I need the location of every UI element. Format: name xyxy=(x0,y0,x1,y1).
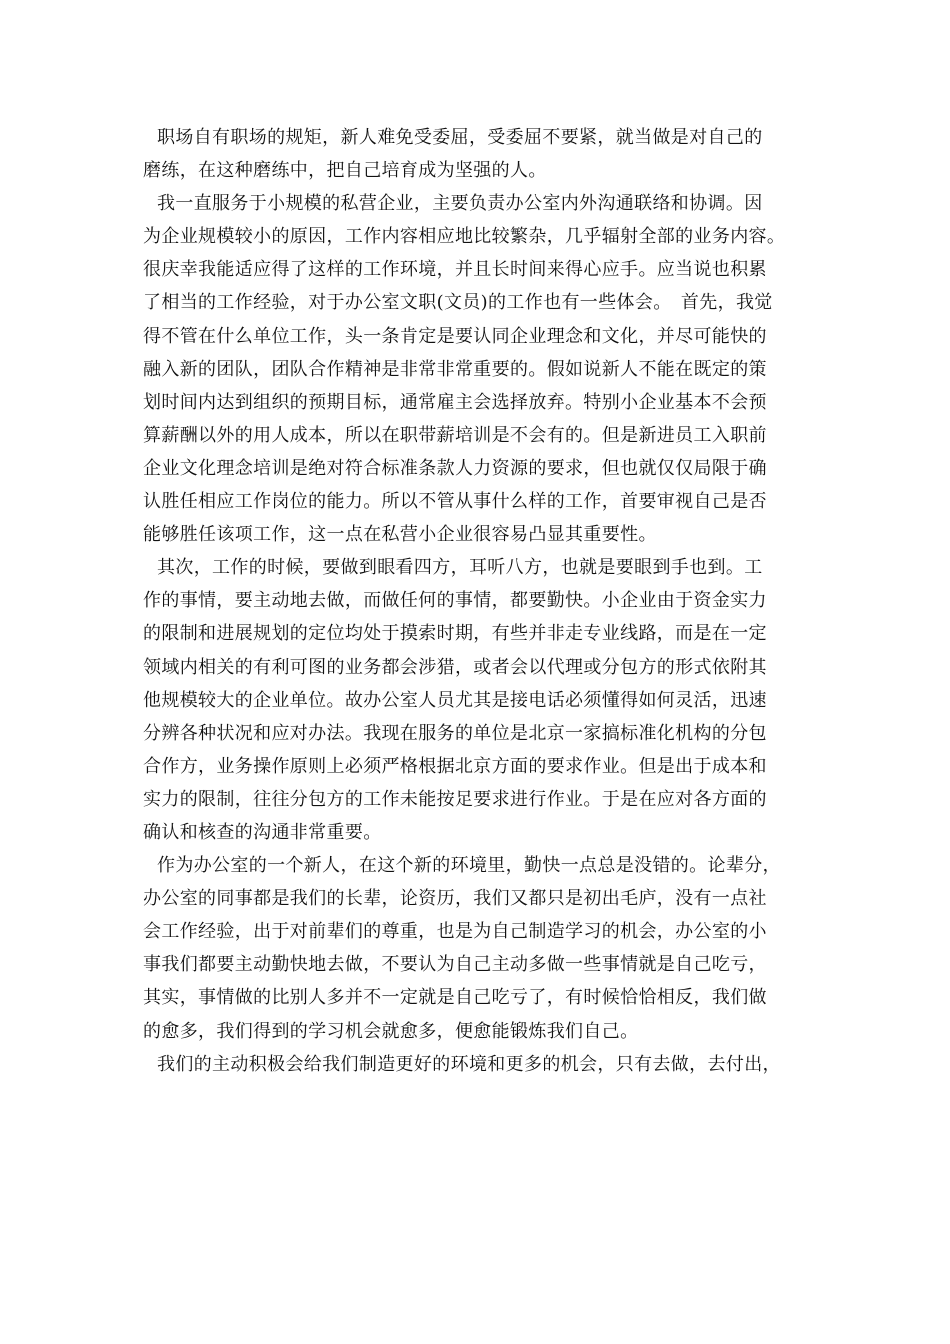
text-line: 了相当的工作经验，对于办公室文职(文员)的工作也有一些体会。 首先，我觉 xyxy=(143,292,773,314)
text-line: 很庆幸我能适应得了这样的工作环境，并且长时间来得心应手。应当说也积累 xyxy=(143,259,767,281)
text-line: 的愈多，我们得到的学习机会就愈多，便愈能锻炼我们自己。 xyxy=(143,1020,639,1042)
text-line: 其实，事情做的比别人多并不一定就是自己吃亏了，有时候恰恰相反，我们做 xyxy=(143,987,767,1009)
text-line: 作为办公室的一个新人，在这个新的环境里，勤快一点总是没错的。论辈分， xyxy=(157,855,781,877)
text-line: 企业文化理念培训是绝对符合标准条款人力资源的要求，但也就仅仅局限于确 xyxy=(143,457,767,479)
text-line: 确认和核查的沟通非常重要。 xyxy=(143,821,382,843)
body-text xyxy=(143,121,823,1081)
text-line: 我们的主动积极会给我们制造更好的环境和更多的机会，只有去做，去付出， xyxy=(157,1053,781,1075)
text-line: 磨练，在这种磨练中，把自己培育成为坚强的人。 xyxy=(143,160,547,182)
text-line: 融入新的团队，团队合作精神是非常非常重要的。假如说新人不能在既定的策 xyxy=(143,358,767,380)
text-line: 算薪酬以外的用人成本，所以在职带薪培训是不会有的。但是新进员工入职前 xyxy=(143,424,767,446)
text-line: 事我们都要主动勤快地去做，不要认为自己主动多做一些事情就是自己吃亏， xyxy=(143,954,767,976)
text-line: 认胜任相应工作岗位的能力。所以不管从事什么样的工作，首要审视自己是否 xyxy=(143,491,767,513)
text-line: 职场自有职场的规矩，新人难免受委屈，受委屈不要紧，就当做是对自己的 xyxy=(157,127,763,148)
text-line: 办公室的同事都是我们的长辈，论资历，我们又都只是初出毛庐，没有一点社 xyxy=(143,888,767,910)
text-line: 分辨各种状况和应对办法。我现在服务的单位是北京一家搞标准化机构的分包 xyxy=(143,722,767,744)
text-line: 他规模较大的企业单位。故办公室人员尤其是接电话必须懂得如何灵活，迅速 xyxy=(143,689,767,711)
text-line: 我一直服务于小规模的私营企业，主要负责办公室内外沟通联络和协调。因 xyxy=(157,193,763,215)
text-line: 实力的限制，往往分包方的工作未能按足要求进行作业。于是在应对各方面的 xyxy=(143,788,767,810)
text-line: 领域内相关的有利可图的业务都会涉猎，或者会以代理或分包方的形式依附其 xyxy=(143,656,767,678)
text-line: 划时间内达到组织的预期目标，通常雇主会选择放弃。特别小企业基本不会预 xyxy=(143,391,767,413)
text-line: 作的事情，要主动地去做，而做任何的事情，都要勤快。小企业由于资金实力 xyxy=(143,590,767,612)
text-line: 合作方，业务操作原则上必须严格根据北京方面的要求作业。但是出于成本和 xyxy=(143,755,767,777)
text-line: 会工作经验，出于对前辈们的尊重，也是为自己制造学习的机会，办公室的小 xyxy=(143,921,767,943)
text-line: 的限制和进展规划的定位均处于摸索时期，有些并非走专业线路，而是在一定 xyxy=(143,623,767,645)
text-line: 为企业规模较小的原因，工作内容相应地比较繁杂，几乎辐射全部的业务内容。 xyxy=(143,226,786,248)
text-line: 能够胜任该项工作，这一点在私营小企业很容易凸显其重要性。 xyxy=(143,524,657,546)
text-line: 得不管在什么单位工作，头一条肯定是要认同企业理念和文化，并尽可能快的 xyxy=(143,325,767,347)
text-line: 其次，工作的时候，要做到眼看四方，耳听八方，也就是要眼到手也到。工 xyxy=(157,557,763,579)
